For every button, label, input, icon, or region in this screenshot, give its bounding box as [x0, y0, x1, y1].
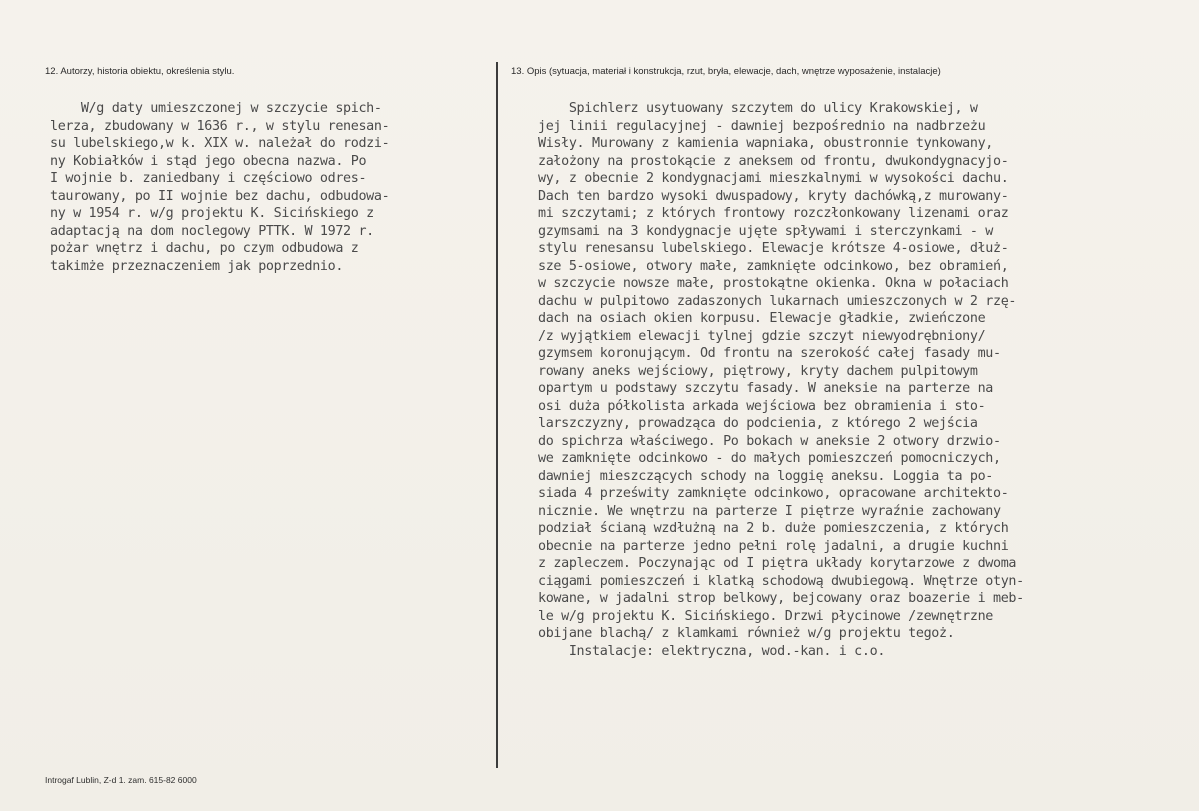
column-divider: [496, 62, 498, 768]
description-typed-text: Spichlerz usytuowany szczytem do ulicy Krakowskiej, w jej linii regulacyjnej - dawniej bezpośrednio na nadbrzeżu Wisły. Murowany z kamienia wapniaka, obustronnie tynkowany, założony na prostokącie z aneksem od frontu, dwukondygnacyjo- wy, z obecnie 2 kondygnacjami mieszkalnymi w wysokości dachu. Dach ten bardzo wysoki dwuspadowy, kryty dachówką,z murowany- mi szczytami; z których frontowy rozczłonkowany lizenami oraz gzymsami na 3 kondygnacje ujęte spływami i sterczynkami - w stylu renesansu lubelskiego. Elewacje krótsze 4-osiowe, dłuż- sze 5-osiowe, otwory małe, zamknięte odcinkowo, bez obramień, w szczycie nowsze małe, prostokątne okienka. Okna w połaciach dachu w pulpitowo zadaszonych lukarnach umieszczonych w 2 rzę- dach na osiach okien korpusu. Elewacje gładkie, zwieńczone /z wyjątkiem elewacji tylnej gdzie szczyt niewyodrębniony/ gzymsem koronującym. Od frontu na szerokość całej fasady mu- rowany aneks wejściowy, piętrowy, kryty dachem pulpitowym opartym u podstawy szczytu fasady. W aneksie na parterze na osi duża półkolista arkada wejściowa bez obramienia i sto- larszczyzny, prowadząca do podcienia, z którego 2 wejścia do spichrza właściwego. Po bokach w aneksie 2 otwory drzwio- we zamknięte odcinkowo - do małych pomieszczeń pomocniczych, dawniej mieszczących schody na loggię aneksu. Loggia ta po- siada 4 prześwity zamknięte odcinkowo, opracowane architekto- nicznie. We wnętrzu na parterze I piętrze wyraźnie zachowany podział ścianą wzdłużną na 2 b. duże pomieszczenia, z których obecnie na parterze jedno pełni rolę jadalni, a drugie kuchni z zapleczem. Poczynając od I piętra układy korytarzowe z dwoma ciągami pomieszczeń i klatką schodową dwubiegową. Wnętrze otyn- kowane, w jadalni strop belkowy, bejcowany oraz boazerie i meb- le w/g projektu K. Sicińskiego. Drzwi płycinowe /zewnętrzne obijane blachą/ z klamkami również w/g projektu tegoż. Instalacje: elektryczna, wod.-kan. i c.o.: [538, 101, 1024, 659]
history-typed-text: W/g daty umieszczonej w szczycie spich- lerza, zbudowany w 1636 r., w stylu renesan- su lubelskiego,w k. XIX w. należał do rodzi- ny Kobiałków i stąd jego obecna nazwa. Po I wojnie b. zaniedbany i częściowo odres- taurowany, po II wojnie bez dachu, odbudowa- ny w 1954 r. w/g projektu K. Sicińskiego z adaptacją na dom noclegowy PTTK. W 1972 r. pożar wnętrz i dachu, po czym odbudowa z takimże przeznaczeniem jak poprzednio.: [50, 101, 390, 274]
section-13-header: 13. Opis (sytuacja, materiał i konstrukcja, rzut, bryła, elewacje, dach, wnętrze wyposażenie, instalacje): [511, 66, 941, 77]
printer-imprint: Introgaf Lublin, Z-d 1. zam. 615-82 6000: [45, 775, 197, 785]
section-12-header: 12. Autorzy, historia obiektu, określenia stylu.: [45, 66, 235, 77]
